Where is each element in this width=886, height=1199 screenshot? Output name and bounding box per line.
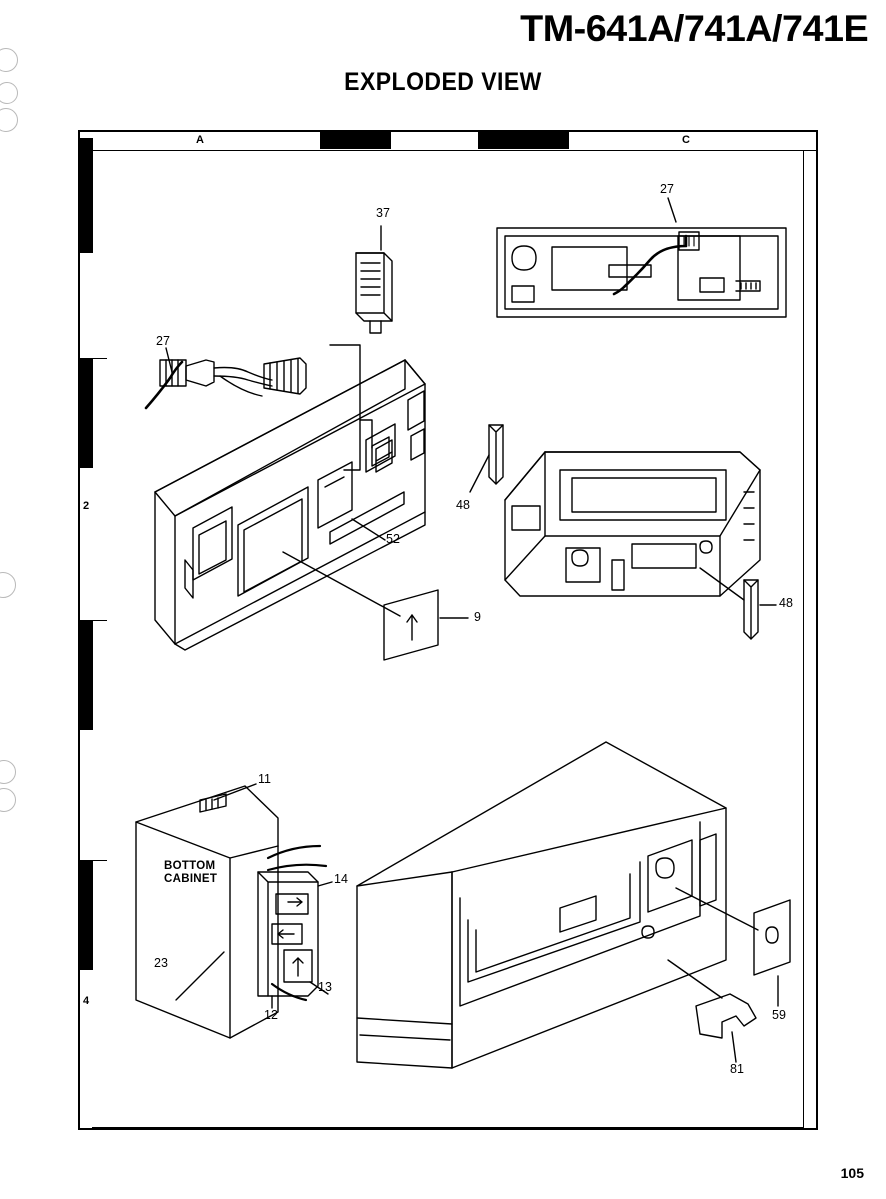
switch-block-assembly (258, 872, 318, 996)
main-cabinet (357, 742, 726, 1068)
callout-9: 9 (474, 610, 481, 624)
callout-27-top: 27 (660, 182, 674, 196)
leader-59 (676, 888, 758, 930)
part-9-label (384, 590, 438, 660)
leader-27-top (668, 198, 676, 222)
part-81-bracket (696, 994, 756, 1038)
page-number: 105 (840, 1165, 864, 1181)
callout-59: 59 (772, 1008, 786, 1022)
callout-37: 37 (376, 206, 390, 220)
grid-row-label-2: 2 (82, 500, 90, 512)
bottom-cabinet-label (164, 860, 217, 886)
grid-column-label-b: B (439, 134, 447, 146)
callout-48-left: 48 (456, 498, 470, 512)
leader-9 (283, 552, 400, 616)
bottom-cabinet-label-line2: CABINET (164, 873, 218, 885)
callout-14: 14 (334, 872, 348, 886)
callout-52: 52 (386, 532, 400, 546)
page-title: EXPLODED VIEW (344, 68, 542, 96)
grid-row-label-3: 3 (82, 748, 90, 760)
callout-48-right: 48 (779, 596, 793, 610)
leader-11 (214, 784, 256, 800)
callout-13: 13 (318, 980, 332, 994)
grid-row-label-4: 4 (82, 995, 90, 1007)
part-48-bracket-right (744, 580, 758, 639)
top-chassis-assembly (497, 228, 786, 317)
callout-27-left: 27 (156, 334, 170, 348)
leader-48-right-2 (700, 568, 744, 600)
main-chassis (505, 452, 760, 596)
leader-14 (318, 882, 332, 886)
callout-12: 12 (264, 1008, 278, 1022)
bottom-cabinet (136, 786, 278, 1038)
leader-48-left (470, 455, 489, 492)
callout-23: 23 (154, 956, 168, 970)
part-48-bracket-left (489, 425, 503, 484)
part-59-plate (754, 900, 790, 975)
callout-81: 81 (730, 1062, 744, 1076)
bottom-cabinet-label-line1: BOTTOM (164, 860, 216, 872)
leader-81-tail (732, 1032, 736, 1062)
model-title: TM-641A/741A/741E (520, 8, 868, 49)
callout-11: 11 (258, 772, 271, 786)
part-37-clip (356, 253, 392, 333)
grid-column-label-c: C (682, 134, 690, 146)
grid-column-label-a: A (196, 134, 204, 146)
grid-row-label-1: 1 (82, 258, 90, 270)
leader-23 (176, 952, 224, 1000)
